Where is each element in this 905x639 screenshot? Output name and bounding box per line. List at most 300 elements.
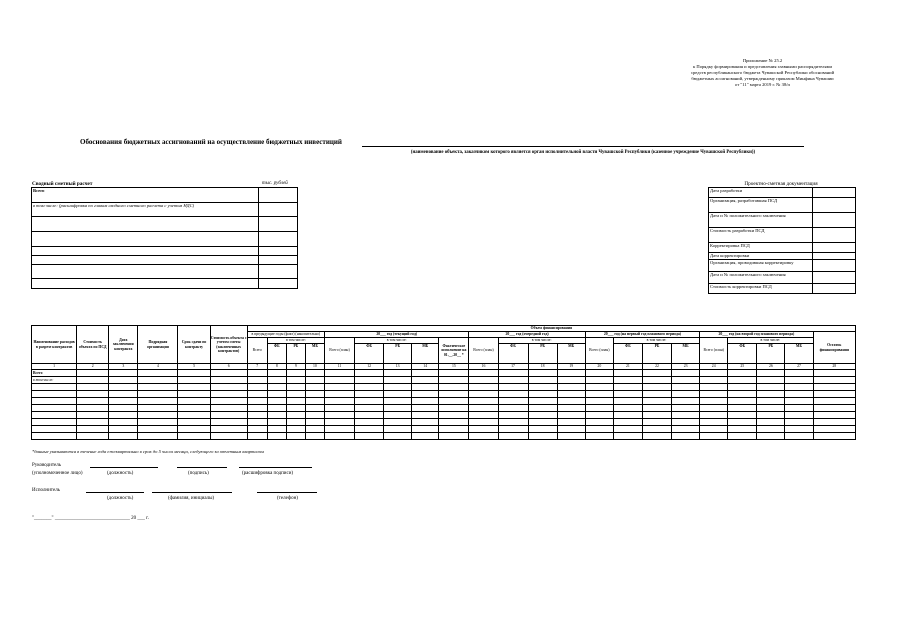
design-docs-value[interactable]: [813, 188, 856, 198]
table-cell[interactable]: [672, 412, 700, 419]
design-docs-value[interactable]: [813, 243, 856, 253]
table-cell[interactable]: [757, 426, 785, 433]
table-cell[interactable]: [77, 384, 109, 391]
table-cell[interactable]: [757, 377, 785, 384]
table-cell[interactable]: [412, 405, 439, 412]
table-cell[interactable]: [305, 426, 324, 433]
summary-cell[interactable]: [32, 256, 259, 265]
table-cell[interactable]: [585, 384, 613, 391]
table-cell[interactable]: [77, 370, 109, 377]
table-cell[interactable]: [613, 405, 642, 412]
table-cell[interactable]: [672, 433, 700, 440]
table-cell[interactable]: [77, 433, 109, 440]
table-cell[interactable]: [247, 433, 267, 440]
table-cell[interactable]: [672, 370, 700, 377]
table-cell[interactable]: [585, 433, 613, 440]
design-docs-value[interactable]: [813, 213, 856, 228]
table-cell[interactable]: [585, 412, 613, 419]
table-cell[interactable]: [138, 426, 178, 433]
table-cell[interactable]: [439, 391, 469, 398]
table-cell[interactable]: [210, 398, 247, 405]
table-cell[interactable]: [267, 384, 286, 391]
table-cell[interactable]: [613, 398, 642, 405]
table-cell[interactable]: [247, 398, 267, 405]
row-label-cell[interactable]: [32, 405, 77, 412]
row-label-cell[interactable]: [32, 391, 77, 398]
table-cell[interactable]: [384, 412, 412, 419]
table-cell[interactable]: [585, 377, 613, 384]
table-cell[interactable]: [355, 426, 384, 433]
table-cell[interactable]: [210, 419, 247, 426]
summary-cell[interactable]: [259, 265, 298, 279]
table-cell[interactable]: [728, 426, 757, 433]
table-cell[interactable]: [77, 405, 109, 412]
design-docs-value[interactable]: [813, 284, 856, 294]
head-decoding-line[interactable]: [239, 467, 312, 468]
summary-cell[interactable]: [32, 217, 259, 232]
head-signature-line[interactable]: [177, 467, 227, 468]
table-cell[interactable]: [528, 398, 557, 405]
table-cell[interactable]: [728, 433, 757, 440]
table-cell[interactable]: [286, 433, 305, 440]
table-cell[interactable]: [247, 377, 267, 384]
table-cell[interactable]: [528, 419, 557, 426]
table-cell[interactable]: [286, 419, 305, 426]
table-cell[interactable]: [305, 433, 324, 440]
table-cell[interactable]: [247, 384, 267, 391]
table-cell[interactable]: [355, 391, 384, 398]
table-cell[interactable]: [286, 377, 305, 384]
table-cell[interactable]: [305, 405, 324, 412]
table-cell[interactable]: [498, 384, 528, 391]
table-cell[interactable]: [138, 433, 178, 440]
table-cell[interactable]: [412, 412, 439, 419]
table-cell[interactable]: [286, 391, 305, 398]
summary-cell[interactable]: [32, 265, 259, 279]
table-cell[interactable]: [585, 426, 613, 433]
table-cell[interactable]: [247, 405, 267, 412]
executor-phone-line[interactable]: [257, 492, 317, 493]
table-cell[interactable]: [813, 384, 855, 391]
table-cell[interactable]: [813, 370, 855, 377]
table-cell[interactable]: [728, 412, 757, 419]
table-cell[interactable]: [785, 419, 813, 426]
table-cell[interactable]: [355, 398, 384, 405]
table-cell[interactable]: [785, 377, 813, 384]
table-cell[interactable]: [109, 398, 138, 405]
table-cell[interactable]: [324, 433, 354, 440]
table-cell[interactable]: [439, 405, 469, 412]
table-cell[interactable]: [469, 384, 498, 391]
table-cell[interactable]: [267, 391, 286, 398]
table-cell[interactable]: [528, 384, 557, 391]
table-cell[interactable]: [700, 377, 728, 384]
table-cell[interactable]: [178, 412, 210, 419]
table-cell[interactable]: [384, 405, 412, 412]
table-cell[interactable]: [700, 426, 728, 433]
table-cell[interactable]: [613, 391, 642, 398]
table-cell[interactable]: [109, 377, 138, 384]
table-cell[interactable]: [178, 426, 210, 433]
table-cell[interactable]: [642, 412, 671, 419]
table-cell[interactable]: [557, 398, 585, 405]
table-cell[interactable]: [785, 433, 813, 440]
table-cell[interactable]: [785, 370, 813, 377]
table-cell[interactable]: [700, 405, 728, 412]
row-label-cell[interactable]: [32, 398, 77, 405]
table-cell[interactable]: [267, 419, 286, 426]
table-cell[interactable]: [412, 384, 439, 391]
table-cell[interactable]: [324, 370, 354, 377]
table-cell[interactable]: [267, 370, 286, 377]
table-cell[interactable]: [469, 433, 498, 440]
row-label-cell[interactable]: [32, 426, 77, 433]
row-label-cell[interactable]: [32, 384, 77, 391]
table-cell[interactable]: [700, 419, 728, 426]
table-cell[interactable]: [585, 405, 613, 412]
executor-name-line[interactable]: [152, 492, 232, 493]
table-cell[interactable]: [528, 377, 557, 384]
table-cell[interactable]: [412, 370, 439, 377]
table-cell[interactable]: [469, 405, 498, 412]
table-cell[interactable]: [700, 398, 728, 405]
table-cell[interactable]: [700, 391, 728, 398]
summary-cell[interactable]: [259, 256, 298, 265]
table-cell[interactable]: [178, 391, 210, 398]
table-cell[interactable]: [412, 426, 439, 433]
summary-cell[interactable]: [259, 232, 298, 247]
table-cell[interactable]: [267, 377, 286, 384]
table-cell[interactable]: [247, 426, 267, 433]
table-cell[interactable]: [469, 370, 498, 377]
table-cell[interactable]: [785, 391, 813, 398]
table-cell[interactable]: [757, 370, 785, 377]
table-cell[interactable]: [286, 426, 305, 433]
table-cell[interactable]: [728, 384, 757, 391]
table-cell[interactable]: [813, 405, 855, 412]
row-label-cell[interactable]: [32, 412, 77, 419]
table-cell[interactable]: [557, 419, 585, 426]
summary-cell[interactable]: [259, 279, 298, 289]
table-cell[interactable]: [286, 398, 305, 405]
table-cell[interactable]: [305, 370, 324, 377]
table-cell[interactable]: [613, 384, 642, 391]
table-cell[interactable]: [77, 391, 109, 398]
table-cell[interactable]: [324, 405, 354, 412]
table-cell[interactable]: [498, 391, 528, 398]
table-cell[interactable]: [305, 391, 324, 398]
table-cell[interactable]: [813, 412, 855, 419]
table-cell[interactable]: [305, 377, 324, 384]
table-cell[interactable]: [210, 391, 247, 398]
table-cell[interactable]: [286, 412, 305, 419]
table-cell[interactable]: [728, 377, 757, 384]
table-cell[interactable]: [305, 384, 324, 391]
table-cell[interactable]: [247, 391, 267, 398]
table-cell[interactable]: [642, 405, 671, 412]
table-cell[interactable]: [305, 412, 324, 419]
table-cell[interactable]: [439, 377, 469, 384]
table-cell[interactable]: [528, 370, 557, 377]
table-cell[interactable]: [384, 419, 412, 426]
table-cell[interactable]: [355, 405, 384, 412]
table-cell[interactable]: [728, 405, 757, 412]
table-cell[interactable]: [412, 391, 439, 398]
table-cell[interactable]: [286, 405, 305, 412]
table-cell[interactable]: [355, 412, 384, 419]
table-cell[interactable]: [109, 426, 138, 433]
table-cell[interactable]: [469, 377, 498, 384]
table-cell[interactable]: [77, 426, 109, 433]
table-cell[interactable]: [77, 377, 109, 384]
table-cell[interactable]: [178, 384, 210, 391]
table-cell[interactable]: [469, 419, 498, 426]
table-cell[interactable]: [178, 433, 210, 440]
table-cell[interactable]: [384, 370, 412, 377]
table-cell[interactable]: [557, 384, 585, 391]
table-cell[interactable]: [439, 384, 469, 391]
table-cell[interactable]: [286, 370, 305, 377]
table-cell[interactable]: [439, 412, 469, 419]
design-docs-value[interactable]: [813, 228, 856, 243]
table-cell[interactable]: [528, 391, 557, 398]
table-cell[interactable]: [384, 433, 412, 440]
table-cell[interactable]: [700, 433, 728, 440]
table-cell[interactable]: [138, 412, 178, 419]
table-cell[interactable]: [412, 433, 439, 440]
table-cell[interactable]: [469, 398, 498, 405]
table-cell[interactable]: [138, 377, 178, 384]
table-cell[interactable]: [210, 405, 247, 412]
table-cell[interactable]: [355, 370, 384, 377]
table-cell[interactable]: [469, 412, 498, 419]
table-cell[interactable]: [384, 384, 412, 391]
table-cell[interactable]: [785, 384, 813, 391]
table-cell[interactable]: [178, 398, 210, 405]
table-cell[interactable]: [267, 426, 286, 433]
summary-cell[interactable]: [32, 232, 259, 247]
table-cell[interactable]: [672, 426, 700, 433]
table-cell[interactable]: [210, 377, 247, 384]
summary-cell[interactable]: [32, 247, 259, 256]
table-cell[interactable]: [384, 426, 412, 433]
row-label-cell[interactable]: [32, 419, 77, 426]
summary-cell[interactable]: [259, 247, 298, 256]
table-cell[interactable]: [210, 370, 247, 377]
table-cell[interactable]: [672, 377, 700, 384]
table-cell[interactable]: [585, 419, 613, 426]
table-cell[interactable]: [557, 405, 585, 412]
table-cell[interactable]: [138, 419, 178, 426]
table-cell[interactable]: [305, 419, 324, 426]
table-cell[interactable]: [178, 419, 210, 426]
table-cell[interactable]: [439, 398, 469, 405]
table-cell[interactable]: [528, 426, 557, 433]
table-cell[interactable]: [498, 419, 528, 426]
table-cell[interactable]: [700, 384, 728, 391]
table-cell[interactable]: [785, 426, 813, 433]
table-cell[interactable]: [557, 412, 585, 419]
table-cell[interactable]: [324, 419, 354, 426]
table-cell[interactable]: [267, 433, 286, 440]
table-cell[interactable]: [109, 412, 138, 419]
table-cell[interactable]: [813, 398, 855, 405]
table-cell[interactable]: [324, 384, 354, 391]
table-cell[interactable]: [109, 433, 138, 440]
head-position-line[interactable]: [90, 467, 158, 468]
table-cell[interactable]: [210, 384, 247, 391]
table-cell[interactable]: [813, 426, 855, 433]
table-cell[interactable]: [324, 391, 354, 398]
summary-cell[interactable]: [32, 279, 259, 289]
table-cell[interactable]: [498, 377, 528, 384]
table-cell[interactable]: [412, 419, 439, 426]
table-cell[interactable]: [528, 405, 557, 412]
table-cell[interactable]: [210, 426, 247, 433]
table-cell[interactable]: [613, 370, 642, 377]
table-cell[interactable]: [757, 405, 785, 412]
table-cell[interactable]: [785, 405, 813, 412]
table-cell[interactable]: [728, 419, 757, 426]
table-cell[interactable]: [813, 419, 855, 426]
table-cell[interactable]: [642, 398, 671, 405]
table-cell[interactable]: [355, 419, 384, 426]
table-cell[interactable]: [498, 433, 528, 440]
summary-total-value[interactable]: [259, 188, 298, 203]
design-docs-value[interactable]: [813, 198, 856, 213]
date-line[interactable]: "_______" ______________________________ 20 ___ г.: [32, 516, 149, 521]
table-cell[interactable]: [642, 384, 671, 391]
table-cell[interactable]: [109, 370, 138, 377]
row-label-cell[interactable]: [32, 433, 77, 440]
table-cell[interactable]: [138, 370, 178, 377]
table-cell[interactable]: [210, 433, 247, 440]
table-cell[interactable]: [178, 370, 210, 377]
table-cell[interactable]: [813, 433, 855, 440]
table-cell[interactable]: [267, 412, 286, 419]
table-cell[interactable]: [757, 384, 785, 391]
table-cell[interactable]: [210, 412, 247, 419]
table-cell[interactable]: [757, 398, 785, 405]
table-cell[interactable]: [728, 391, 757, 398]
table-cell[interactable]: [109, 384, 138, 391]
table-cell[interactable]: [672, 384, 700, 391]
table-cell[interactable]: [412, 398, 439, 405]
table-cell[interactable]: [498, 412, 528, 419]
table-cell[interactable]: [469, 426, 498, 433]
table-cell[interactable]: [247, 419, 267, 426]
table-cell[interactable]: [77, 398, 109, 405]
table-cell[interactable]: [109, 405, 138, 412]
table-cell[interactable]: [642, 419, 671, 426]
table-cell[interactable]: [178, 377, 210, 384]
table-cell[interactable]: [439, 370, 469, 377]
table-cell[interactable]: [138, 391, 178, 398]
table-cell[interactable]: [469, 391, 498, 398]
table-cell[interactable]: [642, 426, 671, 433]
table-cell[interactable]: [672, 398, 700, 405]
table-cell[interactable]: [757, 433, 785, 440]
table-cell[interactable]: [613, 419, 642, 426]
table-cell[interactable]: [498, 426, 528, 433]
table-cell[interactable]: [324, 398, 354, 405]
table-cell[interactable]: [585, 370, 613, 377]
table-cell[interactable]: [384, 391, 412, 398]
table-cell[interactable]: [138, 384, 178, 391]
table-cell[interactable]: [757, 412, 785, 419]
table-cell[interactable]: [528, 433, 557, 440]
table-cell[interactable]: [498, 405, 528, 412]
table-cell[interactable]: [324, 377, 354, 384]
table-cell[interactable]: [613, 433, 642, 440]
table-cell[interactable]: [412, 377, 439, 384]
table-cell[interactable]: [557, 370, 585, 377]
table-cell[interactable]: [439, 433, 469, 440]
table-cell[interactable]: [557, 391, 585, 398]
table-cell[interactable]: [355, 433, 384, 440]
table-cell[interactable]: [109, 419, 138, 426]
table-cell[interactable]: [324, 412, 354, 419]
design-docs-value[interactable]: [813, 272, 856, 284]
table-cell[interactable]: [728, 398, 757, 405]
design-docs-value[interactable]: [813, 260, 856, 272]
table-cell[interactable]: [557, 433, 585, 440]
table-cell[interactable]: [700, 370, 728, 377]
table-cell[interactable]: [355, 377, 384, 384]
table-cell[interactable]: [557, 426, 585, 433]
table-cell[interactable]: [813, 391, 855, 398]
table-cell[interactable]: [700, 412, 728, 419]
table-cell[interactable]: [613, 426, 642, 433]
table-cell[interactable]: [672, 391, 700, 398]
table-cell[interactable]: [642, 377, 671, 384]
table-cell[interactable]: [267, 405, 286, 412]
table-cell[interactable]: [384, 398, 412, 405]
table-cell[interactable]: [642, 391, 671, 398]
table-cell[interactable]: [247, 412, 267, 419]
table-cell[interactable]: [585, 391, 613, 398]
table-cell[interactable]: [785, 412, 813, 419]
table-cell[interactable]: [672, 405, 700, 412]
table-cell[interactable]: [138, 398, 178, 405]
table-cell[interactable]: [557, 377, 585, 384]
table-cell[interactable]: [286, 384, 305, 391]
table-cell[interactable]: [585, 398, 613, 405]
table-cell[interactable]: [247, 370, 267, 377]
table-cell[interactable]: [498, 398, 528, 405]
table-cell[interactable]: [439, 419, 469, 426]
executor-position-line[interactable]: [86, 492, 144, 493]
summary-cell[interactable]: [259, 217, 298, 232]
table-cell[interactable]: [324, 426, 354, 433]
table-cell[interactable]: [757, 391, 785, 398]
table-cell[interactable]: [757, 419, 785, 426]
table-cell[interactable]: [384, 377, 412, 384]
table-cell[interactable]: [178, 405, 210, 412]
design-docs-value[interactable]: [813, 253, 856, 260]
table-cell[interactable]: [355, 384, 384, 391]
table-cell[interactable]: [305, 398, 324, 405]
table-cell[interactable]: [498, 370, 528, 377]
table-cell[interactable]: [672, 419, 700, 426]
table-cell[interactable]: [613, 412, 642, 419]
table-cell[interactable]: [439, 426, 469, 433]
table-cell[interactable]: [813, 377, 855, 384]
table-cell[interactable]: [109, 391, 138, 398]
table-cell[interactable]: [77, 419, 109, 426]
table-cell[interactable]: [528, 412, 557, 419]
table-cell[interactable]: [77, 412, 109, 419]
